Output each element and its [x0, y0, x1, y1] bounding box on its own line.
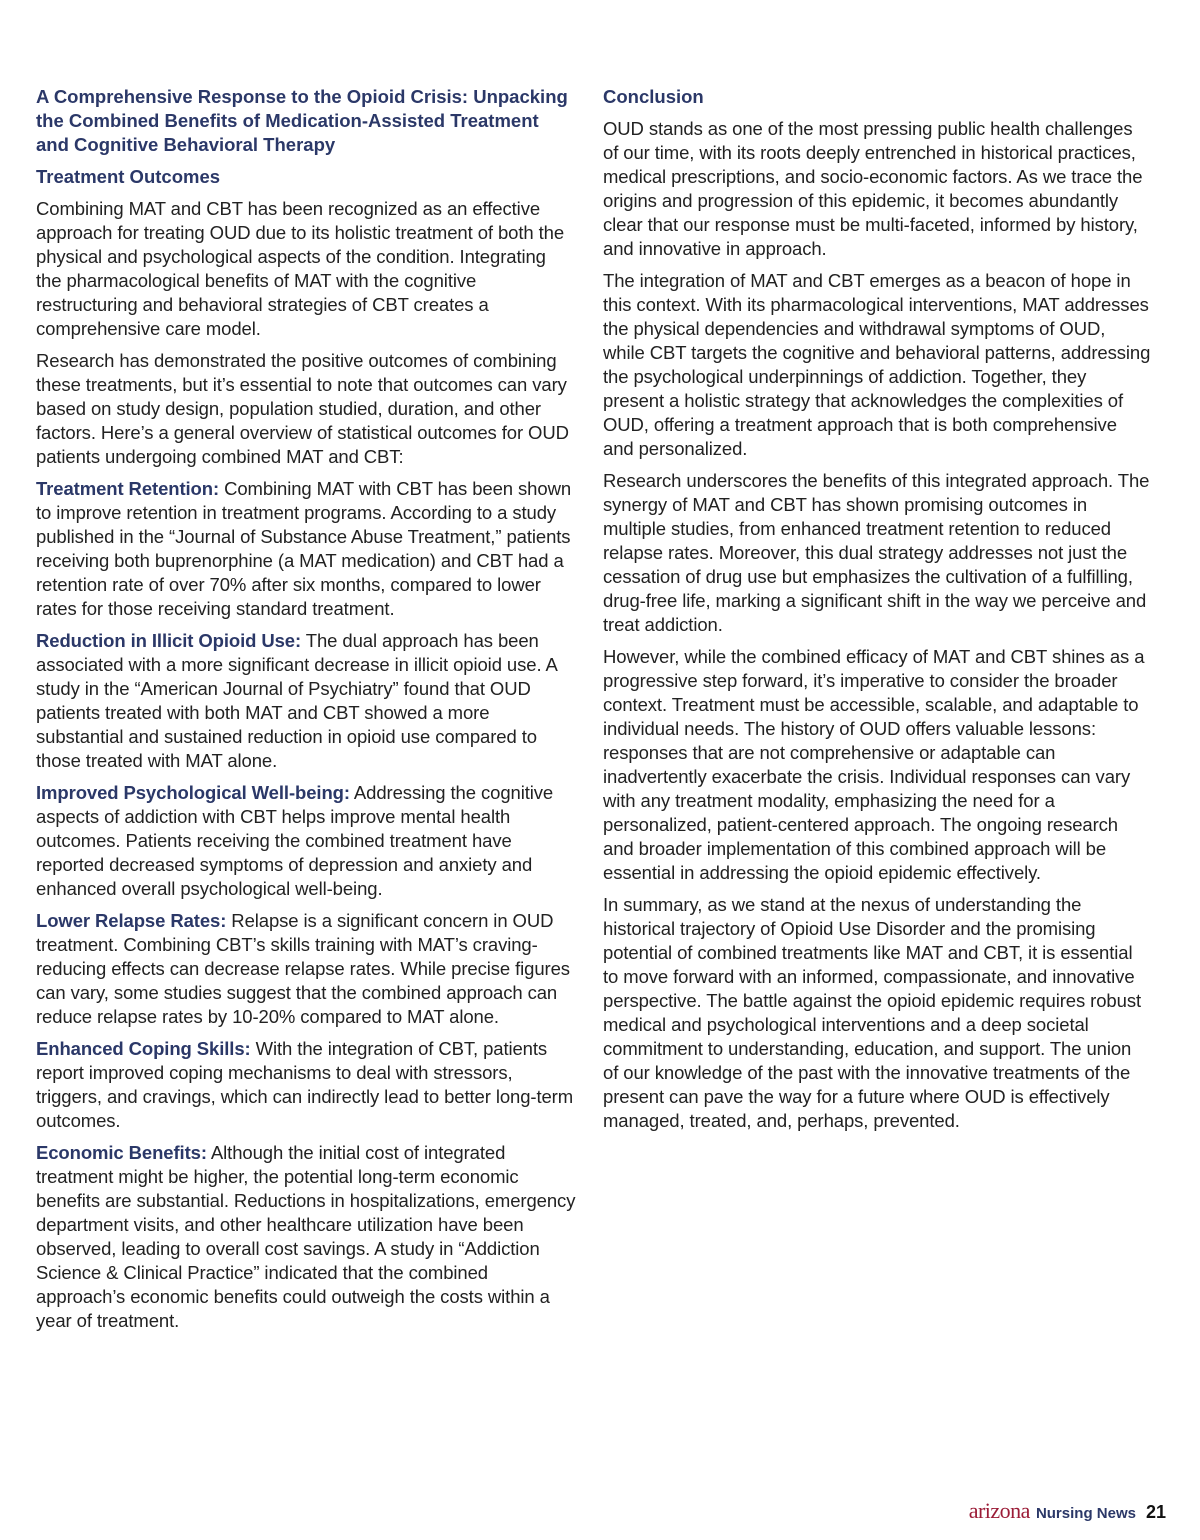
outcome-item-text: Combining MAT with CBT has been shown to improve retention in treatment programs. According to a study published in the “Journal of Substance Abuse Treatment,” patients receiving both buprenorphine (a MAT medication) and CBT had a retention rate of over 70% after six months, compared to lower rates for those receiving standard treatment.: [36, 478, 572, 619]
conclusion-paragraph: The integration of MAT and CBT emerges as a beacon of hope in this context. With its pharmacological interventions, MAT addresses the physical dependencies and withdrawal symptoms of OUD, while CBT targets the cognitive and behavioral patterns, addressing the psychological underpinnings of addiction. Together, they present a holistic strategy that acknowledges the complexities of OUD, offering a treatment approach that is both comprehensive and personalized.: [603, 270, 1151, 459]
outcome-item-relapse-rates: [36, 909, 576, 1029]
outcome-item-lead: Improved Psychological Well-being:: [36, 782, 350, 803]
body-paragraph: Combining MAT and CBT has been recognized as an effective approach for treating OUD due to its holistic treatment of both the physical and psychological aspects of the condition. Integrating the pharmacological benefits of MAT with the cognitive restructuring and behavioral strategies of CBT creates a comprehensive care model.: [36, 198, 565, 339]
publication-name: Nursing News: [1035, 1505, 1136, 1522]
article-title: A Comprehensive Response to the Opioid Crisis: Unpacking the Combined Benefits of Medication-Assisted Treatment and Cognitive Behavioral Therapy: [36, 86, 568, 155]
outcome-item-text: With the integration of CBT, patients report improved coping mechanisms to deal with stressors, triggers, and cravings, which can indirectly lead to better long-term outcomes.: [36, 1038, 574, 1131]
conclusion-paragraph: In summary, as we stand at the nexus of understanding the historical trajectory of Opioid Use Disorder and the promising potential of combined treatments like MAT and CBT, it is essential to move forward with an informed, compassionate, and innovative perspective. The battle against the opioid epidemic requires robust medical and psychological interventions and a deep societal commitment to understanding, education, and support. The union of our knowledge of the past with the innovative treatments of the present can pave the way for a future where OUD is effectively managed, treated, and, perhaps, prevented.: [603, 894, 1142, 1131]
outcome-item-text: Addressing the cognitive aspects of addiction with CBT helps improve mental health outcomes. Patients receiving the combined treatment have reported decreased symptoms of depression and anxiety and enhanced overall psychological well-being.: [36, 782, 554, 899]
outcome-item-text: The dual approach has been associated with a more significant decrease in illicit opioid use. A study in the “American Journal of Psychiatry” found that OUD patients treated with both MAT and CBT showed a more substantial and sustained reduction in opioid use compared to those treated with MAT alone.: [36, 630, 557, 771]
outcome-item-lead: Economic Benefits:: [36, 1142, 207, 1163]
outcome-item-lead: Lower Relapse Rates:: [36, 910, 227, 931]
conclusion-paragraph: OUD stands as one of the most pressing public health challenges of our time, with its roots deeply entrenched in historical practices, medical prescriptions, and socio-economic factors. As we trace the origins and progression of this epidemic, it becomes abundantly clear that our response must be multi-faceted, informed by history, and innovative in approach.: [603, 118, 1143, 259]
outcome-item-text: Although the initial cost of integrated treatment might be higher, the potential long-term economic benefits are substantial. Reductions in hospitalizations, emergency department visits, and other healthcare utilization have been observed, leading to overall cost savings. A study in “Addiction Science & Clinical Practice” indicated that the combined approach’s economic benefits could outweigh the costs within a year of treatment.: [36, 1142, 576, 1331]
conclusion-paragraph: However, while the combined efficacy of MAT and CBT shines as a progressive step forward, it’s imperative to consider the broader context. Treatment must be accessible, scalable, and adaptable to individual needs. The history of OUD offers valuable lessons: responses that are not comprehensive or adaptable can inadvertently exacerbate the crisis. Individual responses can vary with any treatment modality, emphasizing the need for a personalized, patient-centered approach. The ongoing research and broader implementation of this combined approach will be essential in addressing the opioid epidemic effectively.: [603, 646, 1145, 883]
outcome-item-lead: Enhanced Coping Skills:: [36, 1038, 251, 1059]
outcome-item-text: Relapse is a significant concern in OUD treatment. Combining CBT’s skills training with MAT’s craving-reducing effects can decrease relapse rates. While precise figures can vary, some studies suggest that the combined approach can reduce relapse rates by 10-20% compared to MAT alone.: [36, 910, 570, 1027]
outcome-item-coping-skills: [36, 1037, 576, 1133]
outcome-item-psychological-well-being: [36, 781, 576, 901]
conclusion-paragraph: Research underscores the benefits of this integrated approach. The synergy of MAT and CBT has shown promising outcomes in multiple studies, from enhanced treatment retention to reduced relapse rates. Moreover, this dual strategy addresses not just the cessation of drug use but emphasizes the cultivation of a fulfilling, drug-free life, marking a significant shift in the way we perceive and treat addiction.: [603, 470, 1150, 635]
left-column: [36, 85, 576, 1341]
outcome-item-treatment-retention: [36, 477, 576, 621]
outcome-item-economic-benefits: [36, 1141, 576, 1333]
outcome-item-lead: Treatment Retention:: [36, 478, 220, 499]
page-number: 21: [1145, 1502, 1166, 1522]
section-heading-conclusion: Conclusion: [603, 86, 704, 107]
page-footer: [969, 1498, 1166, 1524]
brand-logo: arizona: [968, 1498, 1030, 1523]
outcome-item-lead: Reduction in Illicit Opioid Use:: [36, 630, 302, 651]
body-paragraph: Research has demonstrated the positive outcomes of combining these treatments, but it’s essential to note that outcomes can vary based on study design, population studied, duration, and other factors. Here’s a general overview of statistical outcomes for OUD patients undergoing combined MAT and CBT:: [36, 350, 569, 467]
right-column: [603, 85, 1151, 1141]
outcome-item-illicit-opioid-use: [36, 629, 576, 773]
section-heading-treatment-outcomes: Treatment Outcomes: [36, 166, 221, 187]
